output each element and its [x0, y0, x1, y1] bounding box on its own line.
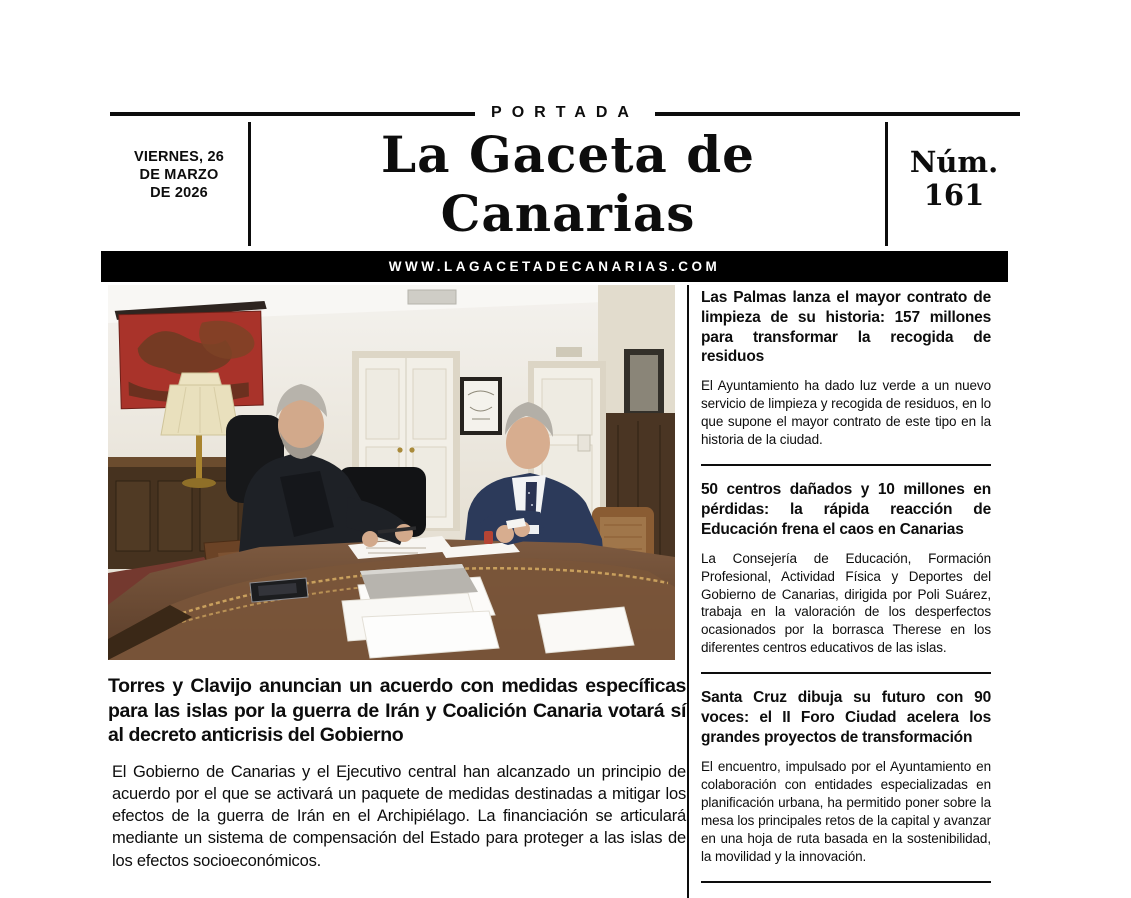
story-headline: Las Palmas lanza el mayor contrato de limpieza de su historia: 157 millones para transformar la recogida de residuos [701, 289, 991, 366]
kicker-rule-left [110, 112, 475, 116]
issue-number: 161 [923, 178, 985, 213]
story-body: La Consejería de Educación, Formación Profesional, Actividad Física y Deportes del Gobierno de Canarias, dirigida por Poli Suárez, trabaja en la valoración de los desperfectos ocasionados por la borrasca Therese en los diferentes centros educativos de las islas. [701, 550, 991, 656]
story-headline: Santa Cruz dibuja su futuro con 90 voces: el II Foro Ciudad acelera los grandes proyectos de transformación [701, 689, 991, 746]
date-line-3: DE 2026 [150, 185, 208, 202]
kicker-label: PORTADA [491, 104, 639, 121]
masthead-title: La Gaceta de Canarias [381, 125, 755, 243]
story-separator-2 [701, 672, 991, 674]
story-separator-3 [701, 881, 991, 883]
column-divider [687, 285, 689, 898]
edition-date [110, 122, 248, 246]
story-body: El encuentro, impulsado por el Ayuntamiento en colaboración con entidades especializadas en planificación urbana, ha permitido poner sobre la mesa los principales retos de la capital y avanzar en una hoja de ruta basada en la sostenibilidad, la movilidad y la innovación. [701, 758, 991, 864]
office-meeting-illustration [108, 285, 675, 660]
sidebar-story-1 [701, 288, 991, 449]
kicker-row [110, 105, 1020, 123]
date-line-2: DE MARZO [139, 167, 219, 184]
story-headline: 50 centros dañados y 10 millones en pérdidas: la rápida reacción de Educación frena el caos en Canarias [701, 481, 991, 538]
story-separator-1 [701, 464, 991, 466]
issue-number-box [888, 122, 1020, 246]
masthead-row [110, 122, 1020, 246]
issue-label: Núm. [909, 145, 999, 179]
website-url: WWW.LAGACETADECANARIAS.COM [388, 259, 721, 274]
main-story-photo [108, 285, 675, 660]
main-headline: Torres y Clavijo anuncian un acuerdo con medidas específicas para las islas por la guerra de Irán y Coalición Canaria votará sí al decreto anticrisis del Gobierno [108, 675, 686, 747]
framed-sketch [460, 377, 502, 435]
dark-framed-picture [624, 349, 664, 417]
thermostat [578, 435, 590, 451]
sidebar-column [701, 288, 991, 897]
main-lead: El Gobierno de Canarias y el Ejecutivo central han alcanzado un principio de acuerdo por el que se activará un paquete de medidas destinadas a mitigar los efectos de la guerra de Irán en el Archipiélago. La financiación se articulará mediante un sistema de compensación del Estado para proteger a las islas de los efectos socioeconómicos. [112, 762, 686, 870]
website-bar [101, 251, 1008, 282]
sidebar-story-3 [701, 688, 991, 865]
kicker-rule-right [655, 112, 1020, 116]
story-body: El Ayuntamiento ha dado luz verde a un nuevo servicio de limpieza y recogida de residuos, en lo que supone el mayor contrato de este tipo en la historia de la ciudad. [701, 378, 991, 448]
sidebar-story-2 [701, 480, 991, 657]
main-story-column [108, 285, 686, 872]
date-line-1: VIERNES, 26 [133, 149, 225, 165]
